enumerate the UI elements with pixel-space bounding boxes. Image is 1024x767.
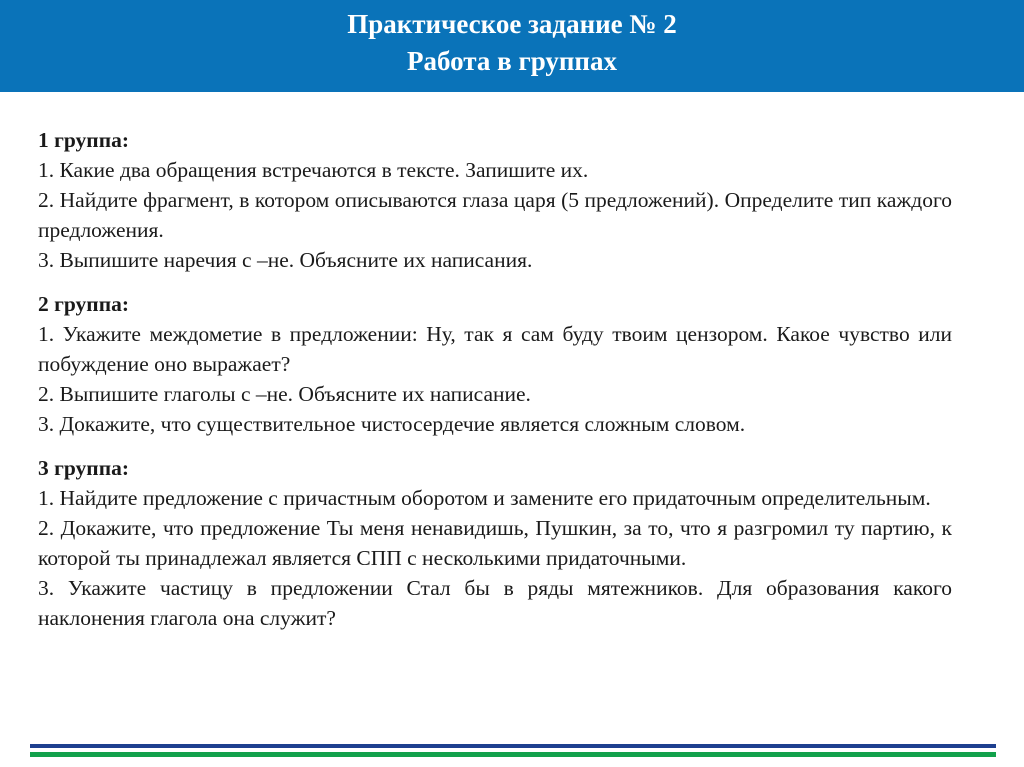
- task-item: 2. Выпишите глаголы с –не. Объясните их написание.: [38, 382, 531, 406]
- group-title: 2 группа:: [38, 292, 129, 316]
- group-1: [38, 125, 952, 275]
- slide-header: [0, 0, 1024, 92]
- task-content: [38, 125, 952, 647]
- task-item: 2. Найдите фрагмент, в котором описываются глаза царя (5 предложений). Определите тип каждого предложения.: [38, 188, 952, 242]
- task-item: 1. Найдите предложение с причастным оборотом и замените его придаточным определительным.: [38, 486, 931, 510]
- group-title: 3 группа:: [38, 456, 129, 480]
- task-item: 1. Какие два обращения встречаются в тексте. Запишите их.: [38, 158, 589, 182]
- task-item: 3. Укажите частицу в предложении Стал бы в ряды мятежников. Для образования какого наклонения глагола она служит?: [38, 576, 952, 630]
- group-title: 1 группа:: [38, 128, 129, 152]
- group-3: [38, 453, 952, 633]
- slide-subtitle: Работа в группах: [407, 46, 617, 76]
- footer-divider-green: [30, 752, 996, 757]
- task-item: 2. Докажите, что предложение Ты меня ненавидишь, Пушкин, за то, что я разгромил ту партию, к которой ты принадлежал является СПП с несколькими придаточными.: [38, 516, 952, 570]
- slide-title: Практическое задание № 2: [347, 9, 677, 39]
- group-2: [38, 289, 952, 439]
- footer-divider-blue: [30, 744, 996, 748]
- task-item: 3. Докажите, что существительное чистосердечие является сложным словом.: [38, 412, 746, 436]
- task-item: 1. Укажите междометие в предложении: Ну, так я сам буду твоим цензором. Какое чувство или побуждение оно выражает?: [38, 322, 952, 376]
- task-item: 3. Выпишите наречия с –не. Объясните их написания.: [38, 248, 533, 272]
